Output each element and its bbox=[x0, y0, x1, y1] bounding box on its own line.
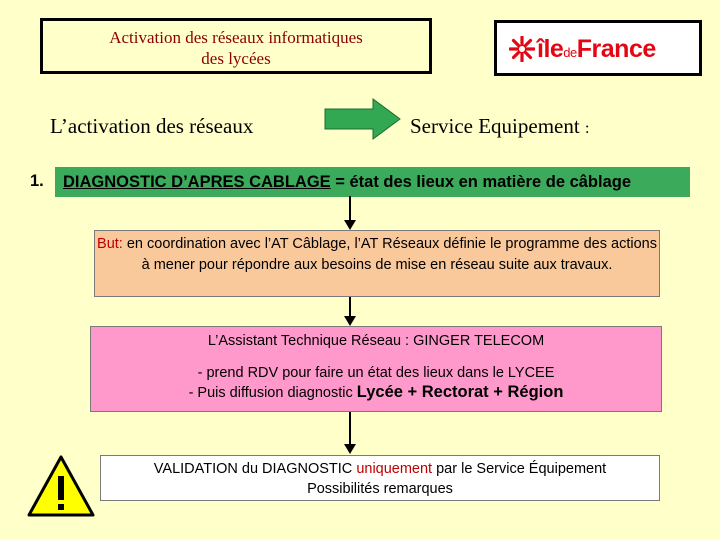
validation-line-2: Possibilités remarques bbox=[307, 481, 453, 497]
logo-france: France bbox=[576, 35, 656, 63]
assistant-bullet-1: - prend RDV pour faire un état des lieux dans le LYCEE bbox=[197, 365, 555, 381]
validation-box bbox=[100, 455, 660, 501]
validation-line-1 bbox=[101, 459, 659, 479]
logo-de: de bbox=[563, 45, 577, 60]
assistant-box bbox=[90, 326, 662, 412]
assistant-bullet-2-prefix: - Puis diffusion diagnostic bbox=[188, 385, 357, 401]
logo-ile: île bbox=[537, 35, 564, 63]
assistant-bullet-2-emphasis: Lycée + Rectorat + Région bbox=[356, 383, 564, 401]
assistant-title: L’Assistant Technique Réseau : GINGER TELECOM bbox=[207, 333, 545, 349]
down-arrow-icon bbox=[340, 410, 360, 456]
goal-box bbox=[94, 230, 660, 297]
goal-text: en coordination avec l’AT Câblage, l’AT Réseaux définie le programme des actions à mener pour répondre aux besoins de mise en réseau suite aux travaux. bbox=[122, 236, 657, 273]
down-arrow-icon bbox=[340, 196, 360, 232]
step-number: 1. bbox=[30, 172, 44, 190]
diagnostic-heading-bold: DIAGNOSTIC D’APRES CABLAGE bbox=[63, 173, 331, 191]
service-equipement-text: Service Equipement bbox=[410, 114, 580, 138]
star-icon bbox=[509, 36, 535, 62]
validation-prefix: VALIDATION du DIAGNOSTIC bbox=[153, 461, 357, 477]
warning-icon bbox=[26, 454, 96, 518]
title-line-1: Activation des réseaux informatiques bbox=[109, 28, 363, 47]
assistant-bullet-2 bbox=[91, 383, 661, 402]
down-arrow-icon bbox=[340, 296, 360, 328]
validation-highlight: uniquement bbox=[356, 461, 433, 477]
title-box bbox=[40, 18, 432, 74]
goal-label: But: bbox=[97, 236, 123, 252]
validation-suffix: par le Service Équipement bbox=[432, 461, 607, 477]
right-arrow-icon bbox=[323, 97, 403, 141]
title-line-2: des lycées bbox=[201, 49, 271, 68]
diagnostic-heading bbox=[55, 167, 690, 197]
activation-label: L’activation des réseaux bbox=[50, 114, 254, 138]
logo-wordmark bbox=[537, 35, 656, 64]
service-equipement-label bbox=[410, 114, 589, 139]
diagnostic-heading-rest: = état des lieux en matière de câblage bbox=[330, 173, 632, 191]
logo-ile-de-france bbox=[494, 20, 702, 76]
service-equipement-colon: : bbox=[584, 120, 590, 137]
